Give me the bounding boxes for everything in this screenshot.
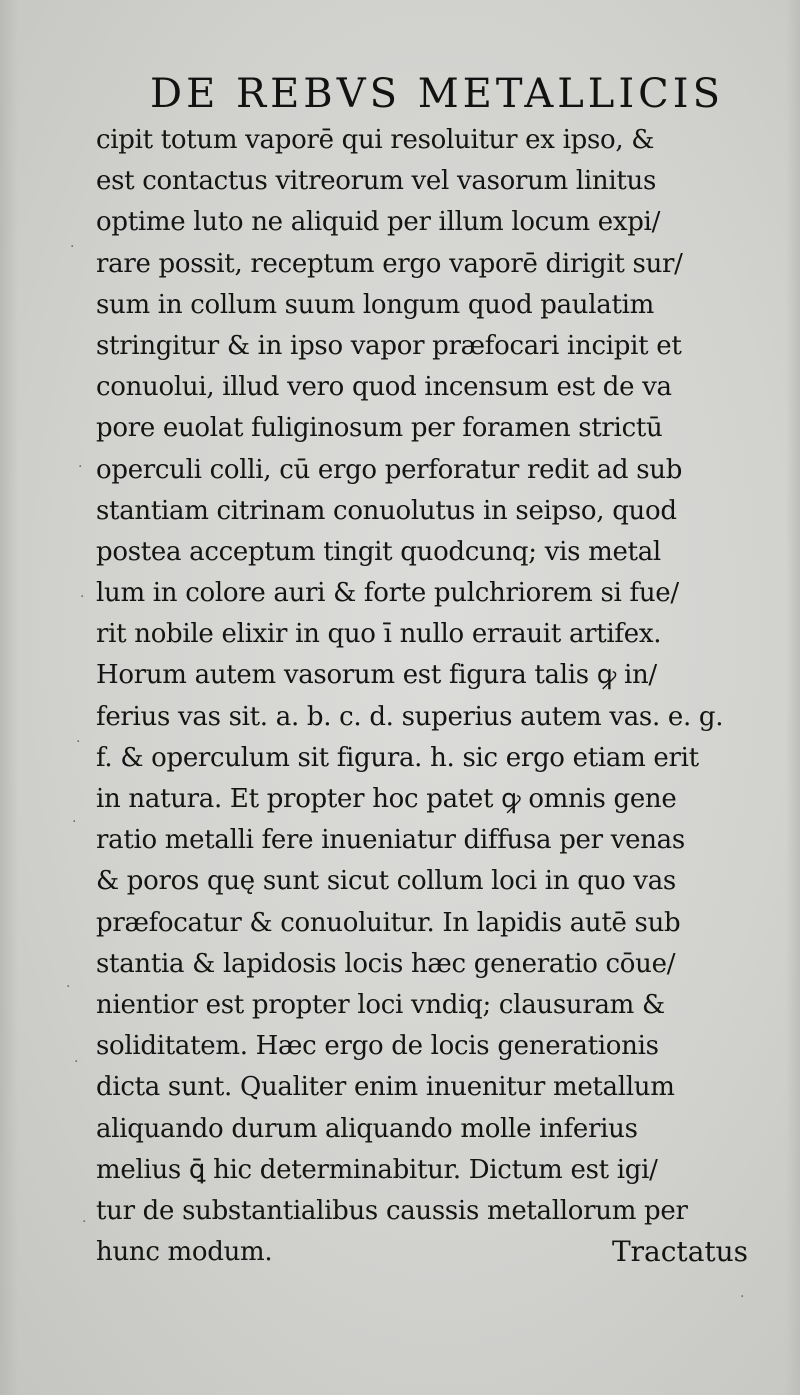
margin-speck: · [740,1289,745,1305]
text-line: dicta sunt. Qualiter enim inuenitur metallum [96,1072,675,1103]
text-line: soliditatem. Hæc ergo de locis generationis [96,1031,659,1062]
text-line: melius ꝗ̄ hic determinabitur. Dictum est igi/ [96,1154,658,1185]
margin-speck: · [78,459,83,475]
text-line: lum in colore auri & forte pulchriorem si fue/ [96,578,679,609]
text-line: operculi colli, cū ergo perforatur redit ad sub [96,454,683,485]
text-line: pore euolat fuliginosum per foramen strictū [96,413,663,444]
running-head: DE REBVS METALLICIS [150,71,724,117]
text-line: hunc modum. [96,1237,273,1268]
text-line: Horum autem vasorum est figura talis ꝙ in/ [96,660,657,691]
margin-speck: · [82,1214,87,1230]
text-line: stringitur & in ipso vapor præfocari incipit et [96,330,682,361]
text-line: ferius vas sit. a. b. c. d. superius autem vas. e. g. [96,701,724,732]
text-line: conuolui, illud vero quod incensum est de va [96,372,672,403]
text-line: rit nobile elixir in quo ī nullo errauit artifex. [96,619,662,650]
margin-speck: · [72,814,77,830]
margin-speck: · [70,239,75,255]
text-line: præfocatur & conuoluitur. In lapidis autē sub [96,907,681,938]
text-line: rare possit, receptum ergo vaporē dirigit sur/ [96,248,683,279]
text-line: aliquando durum aliquando molle inferius [96,1113,638,1144]
text-line: in natura. Et propter hoc patet ꝙ omnis gene [96,784,677,814]
text-line: sum in collum suum longum quod paulatim [96,289,654,320]
margin-speck: · [76,734,81,750]
margin-speck: · [80,589,85,605]
text-line: optime luto ne aliquid per illum locum expi/ [96,207,661,238]
text-line: nientior est propter loci vndiq; clausuram & [96,989,665,1020]
page-edge-shadow-right [786,0,800,1395]
page-edge-shadow-left [0,0,18,1395]
text-line: tur de substantialibus caussis metallorum per [96,1195,688,1226]
text-line: & poros quę sunt sicut collum loci in quo vas [96,866,676,897]
text-line: stantia & lapidosis locis hæc generatio cōue/ [96,948,676,979]
text-line: est contactus vitreorum vel vasorum linitus [96,166,656,197]
catchword: Tractatus [612,1235,749,1268]
text-line: ratio metalli fere inueniatur diffusa per venas [96,825,685,856]
text-line: stantiam citrinam conuolutus in seipso, quod [96,495,677,526]
text-line: cipit totum vaporē qui resoluitur ex ipso, & [96,125,655,155]
margin-speck: · [66,979,71,995]
text-line: f. & operculum sit figura. h. sic ergo etiam erit [96,742,699,773]
body-text [96,120,768,1273]
text-line: postea acceptum tingit quodcunq; vis metal [96,536,661,567]
margin-speck: · [74,1054,79,1070]
